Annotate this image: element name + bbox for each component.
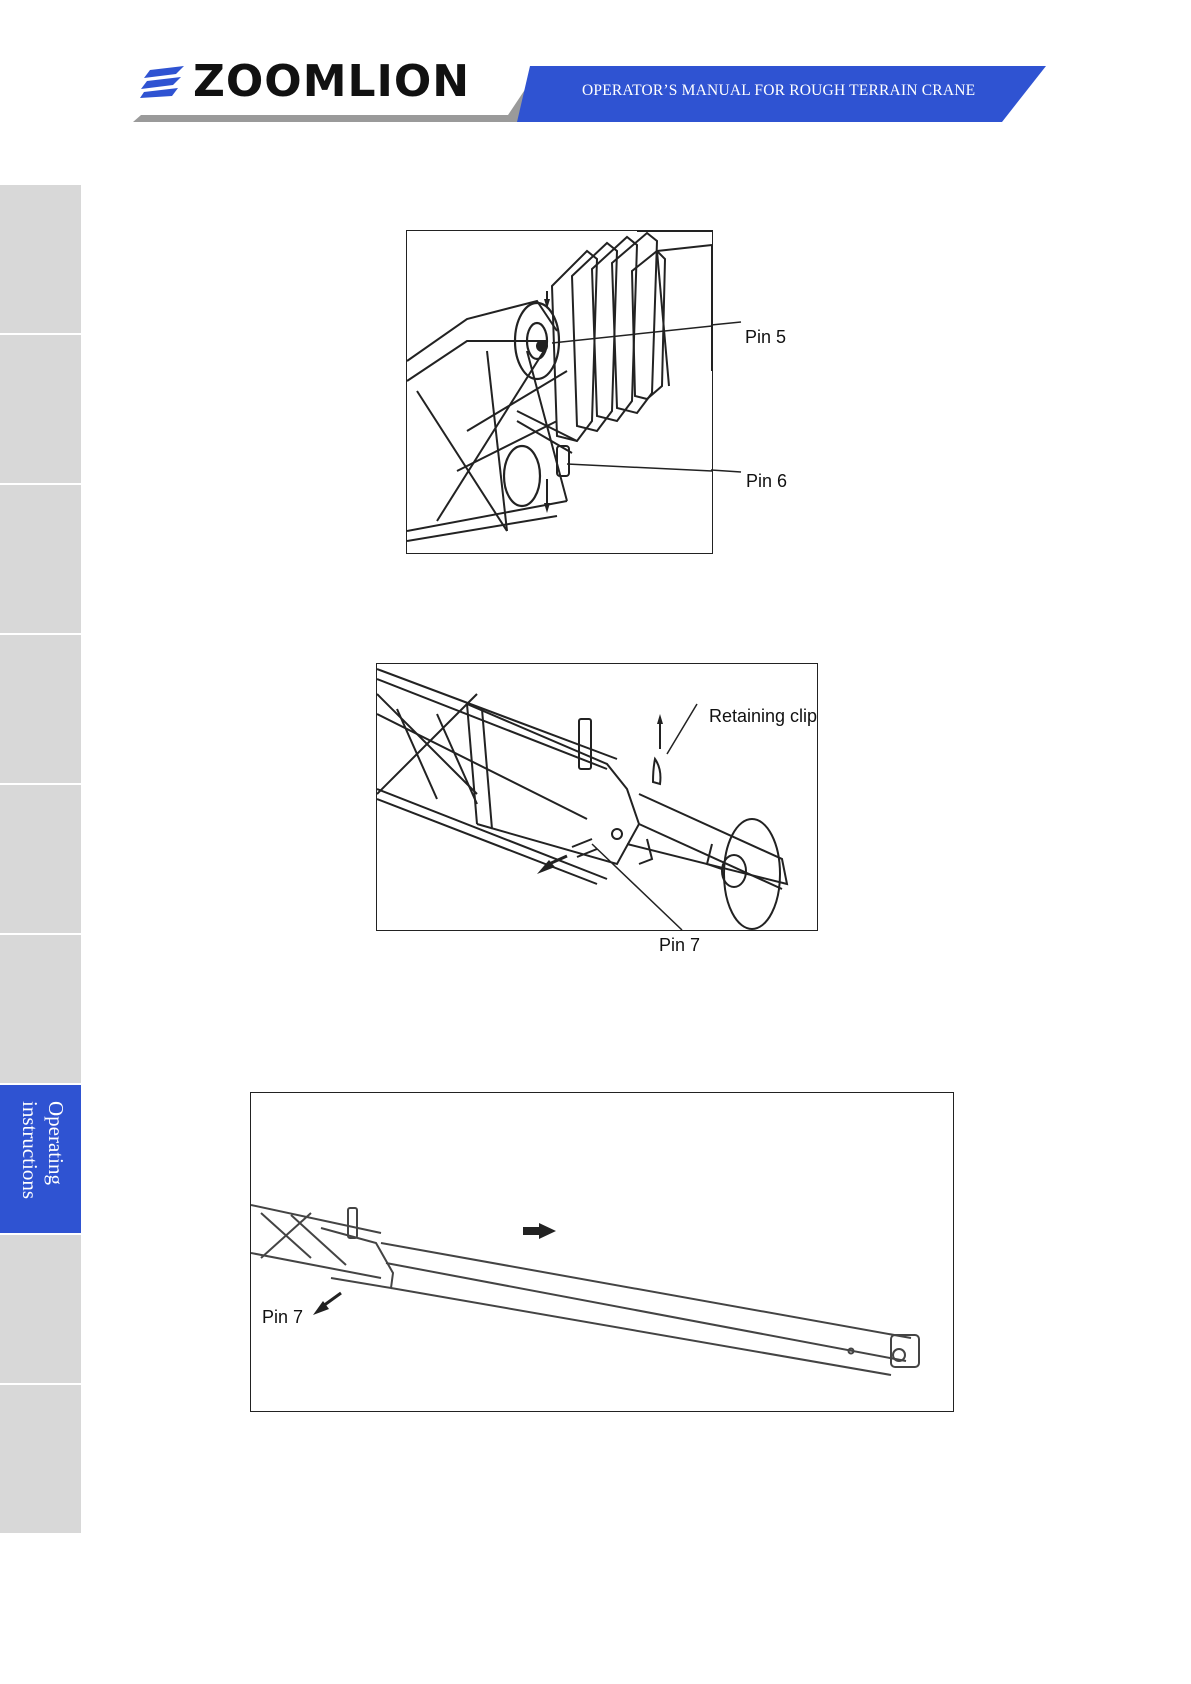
side-tab-1[interactable] [0,185,81,333]
side-tabs [0,185,81,1535]
header-stripes [0,0,1191,140]
pin7-label-fig3: Pin 7 [262,1307,304,1327]
side-tab-3[interactable] [0,485,81,633]
pin5-label: Pin 5 [745,327,787,347]
side-tab-2[interactable] [0,335,81,483]
figure-retaining-clip-pin7 [376,663,818,931]
jib-tip-illustration [377,664,817,930]
manual-title: OPERATOR’S MANUAL FOR ROUGH TERRAIN CRANE [582,82,976,99]
side-tab-8[interactable] [0,1235,81,1383]
figure-pin7-extension [250,1092,954,1412]
side-tab-label: Operating instructions [18,1101,68,1199]
zoomlion-logo-icon [140,66,184,98]
brand-name: ZOOMLION [193,56,471,107]
pin6-label: Pin 6 [746,471,788,491]
side-tab-5[interactable] [0,785,81,933]
side-tab-6[interactable] [0,935,81,1083]
side-tab-operating-instructions[interactable] [0,1085,81,1233]
pin7-label-fig2: Pin 7 [659,935,701,955]
figure-pin5-pin6 [406,230,713,554]
side-tab-4[interactable] [0,635,81,783]
jib-head-illustration [407,231,712,553]
retaining-clip-label: Retaining clip [709,706,818,726]
page-header [0,0,1191,140]
side-tab-9[interactable] [0,1385,81,1533]
jib-extension-illustration [251,1093,953,1411]
